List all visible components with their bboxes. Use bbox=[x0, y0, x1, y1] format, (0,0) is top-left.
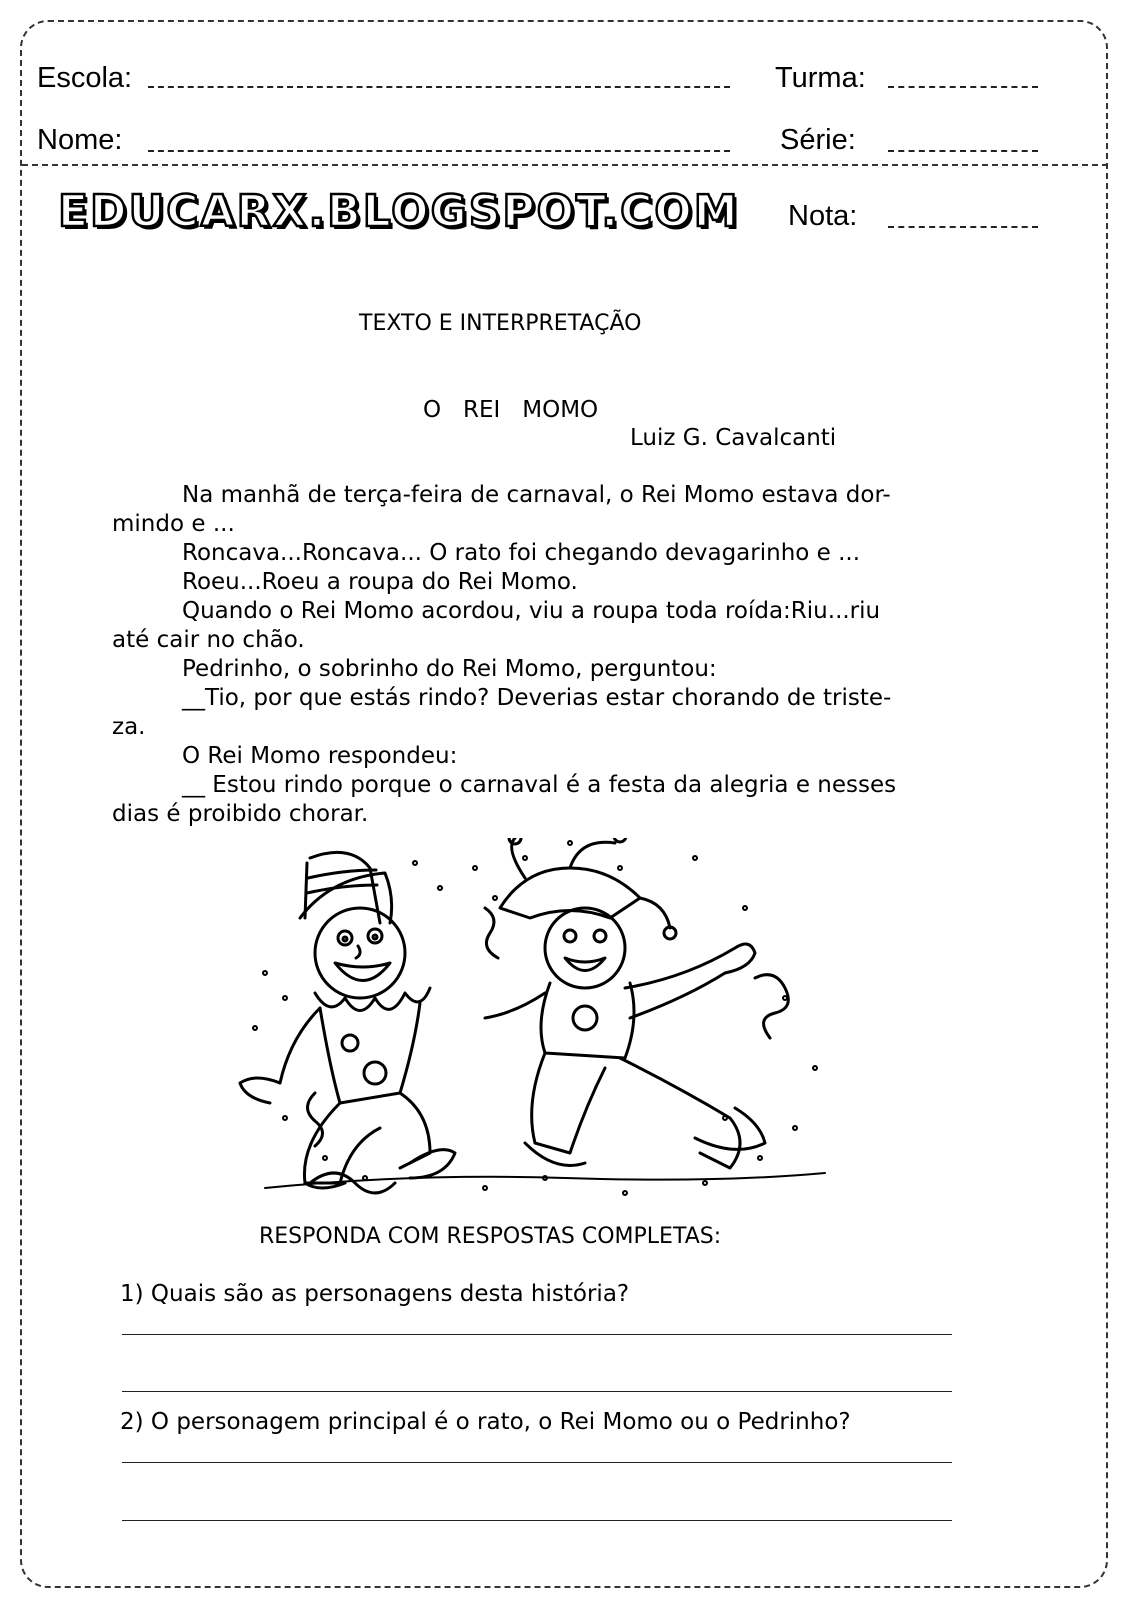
story-line: Pedrinho, o sobrinho do Rei Momo, perguntou: bbox=[182, 656, 717, 682]
question-1: 1) Quais são as personagens desta história? bbox=[120, 1281, 630, 1307]
story-line: __Tio, por que estás rindo? Deverias estar chorando de triste- bbox=[182, 685, 892, 711]
grade-label: Série: bbox=[780, 124, 856, 156]
header-divider bbox=[22, 164, 1108, 166]
question-2: 2) O personagem principal é o rato, o Rei Momo ou o Pedrinho? bbox=[120, 1409, 851, 1435]
streamer bbox=[755, 975, 788, 1038]
story-line: mindo e ... bbox=[112, 511, 235, 537]
story-line: até cair no chão. bbox=[112, 627, 305, 653]
name-field[interactable] bbox=[148, 150, 730, 152]
answer-line[interactable] bbox=[122, 1520, 952, 1521]
story-line: O Rei Momo respondeu: bbox=[182, 743, 458, 769]
class-label: Turma: bbox=[775, 62, 866, 94]
grade-field[interactable] bbox=[888, 150, 1038, 152]
story-line: za. bbox=[112, 714, 146, 740]
story-author: Luiz G. Cavalcanti bbox=[630, 425, 837, 451]
story-line: Quando o Rei Momo acordou, viu a roupa toda roída:Riu...riu bbox=[182, 598, 881, 624]
streamer bbox=[485, 908, 498, 958]
answer-line[interactable] bbox=[122, 1462, 952, 1463]
school-field[interactable] bbox=[148, 86, 730, 88]
story-line: Roeu...Roeu a roupa do Rei Momo. bbox=[182, 569, 578, 595]
score-field[interactable] bbox=[888, 226, 1038, 228]
answer-line[interactable] bbox=[122, 1391, 952, 1392]
answer-line[interactable] bbox=[122, 1334, 952, 1335]
story-title: O REI MOMO bbox=[423, 397, 599, 423]
carnival-illustration bbox=[225, 838, 845, 1213]
school-label: Escola: bbox=[37, 62, 133, 94]
site-logo: EDUCARX.BLOGSPOT.COM bbox=[58, 186, 740, 237]
section-title: TEXTO E INTERPRETAÇÃO bbox=[359, 311, 642, 336]
story-line: dias é proibido chorar. bbox=[112, 801, 369, 827]
name-label: Nome: bbox=[37, 124, 123, 156]
instructions: RESPONDA COM RESPOSTAS COMPLETAS: bbox=[259, 1224, 722, 1249]
story-line: __ Estou rindo porque o carnaval é a festa da alegria e nesses bbox=[182, 772, 897, 798]
story-line: Roncava...Roncava... O rato foi chegando devagarinho e ... bbox=[182, 540, 861, 566]
score-label: Nota: bbox=[788, 200, 858, 232]
class-field[interactable] bbox=[888, 86, 1038, 88]
story-line: Na manhã de terça-feira de carnaval, o Rei Momo estava dor- bbox=[182, 482, 891, 508]
